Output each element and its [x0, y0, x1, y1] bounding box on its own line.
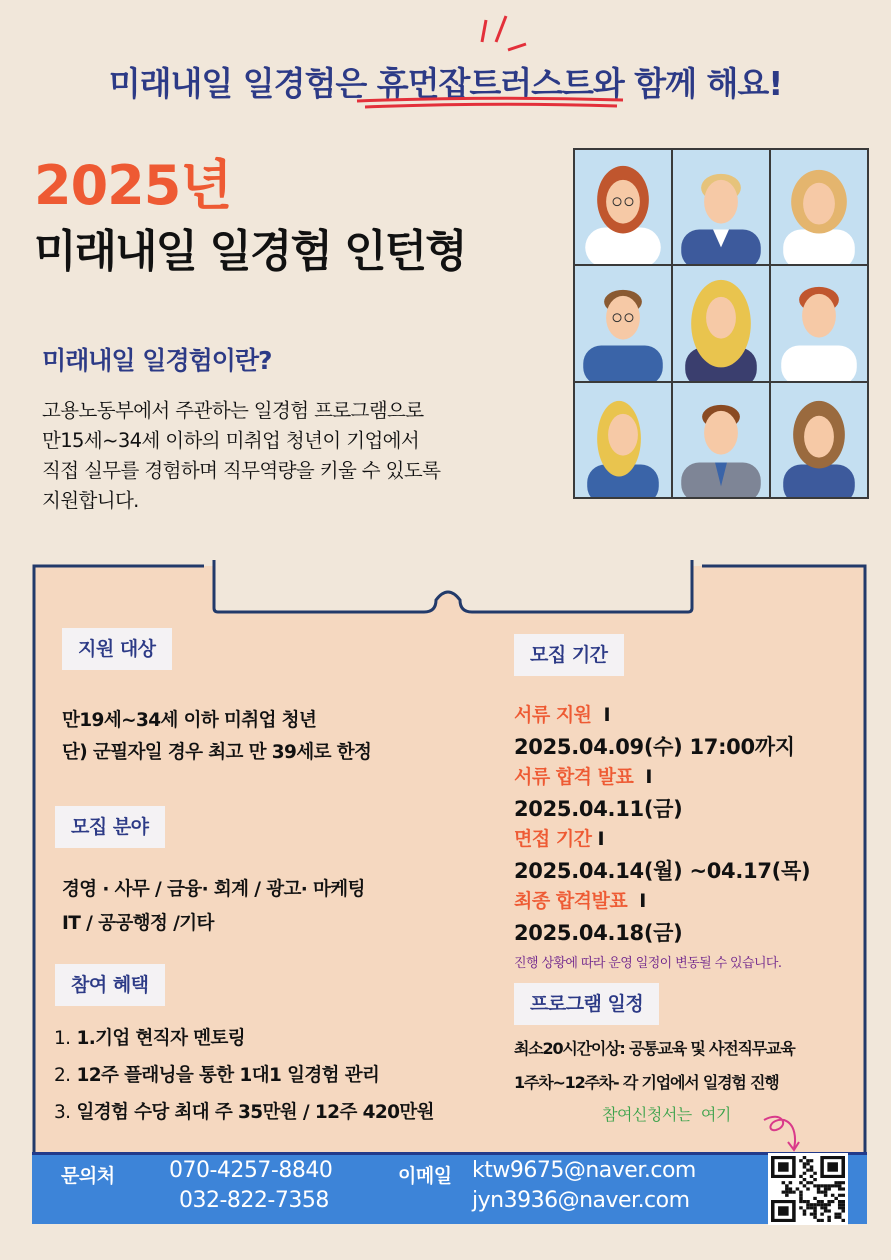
email-label: 이메일: [398, 1165, 452, 1187]
person-illustration: [673, 150, 769, 264]
program-line: 1주차~12주차- 각 기업에서 일경험 진행: [514, 1073, 779, 1092]
list-item: [54, 1096, 434, 1133]
benefit-number: 1.: [54, 1028, 71, 1049]
people-illustration-grid: [573, 148, 869, 499]
apply-note: 참여신청서는 여기: [602, 1105, 731, 1124]
fields-line: 경영 · 사무 / 금융· 회계 / 광고· 마케팅: [62, 879, 365, 900]
schedule-date: 2025.04.09(수) 17:00까지: [514, 735, 795, 759]
target-line: 단) 군필자일 경우 최고 만 39세로 한정: [62, 742, 372, 763]
qr-code[interactable]: [768, 1153, 848, 1225]
fields-tag: 모집 분야: [55, 806, 165, 848]
schedule-separator: I: [603, 704, 611, 726]
person-illustration: [771, 150, 867, 264]
benefit-number: 2.: [54, 1065, 71, 1086]
email-link[interactable]: ktw9675@naver.com: [472, 1158, 696, 1183]
phone-link[interactable]: 032-822-7358: [179, 1188, 329, 1213]
benefits-tag: 참여 혜택: [55, 964, 165, 1006]
year-heading: 2025년: [34, 154, 232, 217]
program-tag: 프로그램 일정: [514, 983, 659, 1025]
program-line: 최소20시간이상: 공통교육 및 사전직무교육: [514, 1039, 795, 1058]
schedule-label: [514, 824, 604, 851]
person-illustration: [575, 266, 671, 380]
schedule-separator: I: [597, 828, 605, 850]
schedule-note: 진행 상황에 따라 운영 일정이 변동될 수 있습니다.: [514, 956, 782, 971]
person-illustration: [575, 150, 671, 264]
benefit-text: 일경험 수당 최대 주 35만원 / 12주 420만원: [76, 1102, 434, 1123]
slogan-suffix: 와 함께 해요!: [592, 64, 783, 103]
person-illustration: [771, 266, 867, 380]
schedule-label-text: 면접 기간: [514, 828, 592, 850]
slogan-underline: [355, 96, 625, 110]
person-illustration: [771, 383, 867, 497]
intro-line: 고용노동부에서 주관하는 일경험 프로그램으로: [42, 399, 424, 422]
fields-line: IT / 공공행정 /기타: [62, 913, 214, 934]
schedule-separator: I: [645, 766, 652, 788]
schedule-label: [514, 700, 610, 727]
page-title: 미래내일 일경험 인턴형: [34, 226, 466, 277]
schedule-label: [514, 886, 646, 913]
schedule-label-text: 서류 합격 발표: [514, 766, 634, 788]
schedule-separator: I: [639, 890, 646, 912]
qr-pattern: [771, 1156, 845, 1222]
intro-question: 미래내일 일경험이란?: [42, 346, 272, 375]
intro-line: 직접 실무를 경험하며 직무역량을 키울 수 있도록: [42, 459, 441, 482]
schedule-label-text: 최종 합격발표: [514, 890, 628, 912]
person-illustration: [575, 383, 671, 497]
intro-line: 만15세~34세 이하의 미취업 청년이 기업에서: [42, 429, 420, 452]
schedule-label-text: 서류 지원: [514, 704, 592, 726]
curved-arrow-icon: [760, 1112, 804, 1156]
schedule-date: 2025.04.14(월) ~04.17(목): [514, 859, 811, 883]
benefit-text: 12주 플래닝을 통한 1대1 일경험 관리: [76, 1065, 380, 1086]
intro-line: 지원합니다.: [42, 489, 139, 512]
person-illustration: [673, 266, 769, 380]
schedule-label: [514, 762, 652, 789]
email-link[interactable]: jyn3936@naver.com: [472, 1188, 690, 1213]
list-item: [54, 1059, 434, 1096]
schedule-date: 2025.04.18(금): [514, 921, 683, 945]
slogan-prefix: 미래내일 일경험은: [108, 64, 377, 103]
benefit-number: 3.: [54, 1102, 71, 1123]
period-tag: 모집 기간: [514, 634, 624, 676]
person-illustration: [673, 383, 769, 497]
contact-label: 문의처: [61, 1165, 115, 1187]
slogan-highlight: 휴먼잡트러스트: [376, 64, 593, 103]
target-line: 만19세~34세 이하 미취업 청년: [62, 710, 317, 731]
intro-description: [42, 396, 562, 516]
phone-link[interactable]: 070-4257-8840: [169, 1158, 333, 1183]
contact-footer: [32, 1152, 867, 1224]
spark-icon: [474, 12, 534, 58]
benefits-list: [54, 1022, 434, 1133]
list-item: [54, 1022, 434, 1059]
target-tag: 지원 대상: [62, 628, 172, 670]
schedule-date: 2025.04.11(금): [514, 797, 683, 821]
benefit-text: 1.기업 현직자 멘토링: [76, 1028, 246, 1049]
